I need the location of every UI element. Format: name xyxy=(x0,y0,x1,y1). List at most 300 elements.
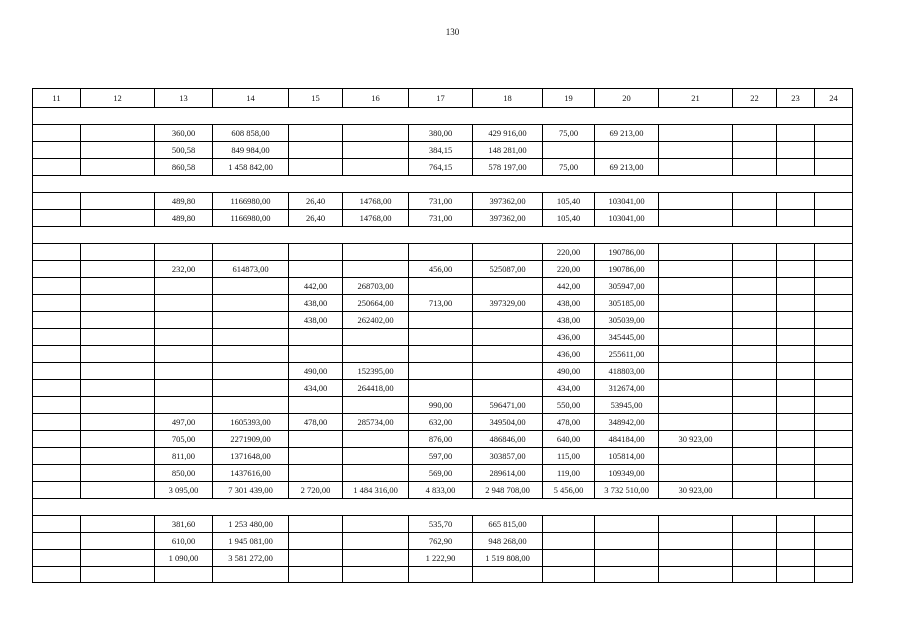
table-cell xyxy=(213,295,289,312)
table-cell xyxy=(473,329,543,346)
table-cell xyxy=(733,448,777,465)
table-cell xyxy=(733,346,777,363)
table-cell: 478,00 xyxy=(289,414,343,431)
table-cell xyxy=(81,125,155,142)
table-cell: 438,00 xyxy=(543,312,595,329)
column-header: 15 xyxy=(289,89,343,108)
table-cell: 811,00 xyxy=(155,448,213,465)
table-row xyxy=(33,346,853,363)
table-cell xyxy=(409,346,473,363)
table-row xyxy=(33,329,853,346)
table-cell: 442,00 xyxy=(543,278,595,295)
table-cell xyxy=(815,193,853,210)
table-cell: 397329,00 xyxy=(473,295,543,312)
table-cell xyxy=(155,244,213,261)
table-cell xyxy=(289,346,343,363)
table-cell xyxy=(659,397,733,414)
table-cell xyxy=(213,363,289,380)
table-cell xyxy=(343,465,409,482)
column-header: 22 xyxy=(733,89,777,108)
table-cell: 289614,00 xyxy=(473,465,543,482)
table-cell: 2271909,00 xyxy=(213,431,289,448)
table-cell: 490,00 xyxy=(543,363,595,380)
table-cell xyxy=(343,346,409,363)
table-cell xyxy=(777,448,815,465)
table-cell xyxy=(777,465,815,482)
table-cell: 397362,00 xyxy=(473,193,543,210)
table-cell xyxy=(733,278,777,295)
table-cell xyxy=(815,397,853,414)
table-cell: 489,80 xyxy=(155,193,213,210)
column-header: 24 xyxy=(815,89,853,108)
table-cell: 384,15 xyxy=(409,142,473,159)
column-header: 11 xyxy=(33,89,81,108)
table-cell xyxy=(733,142,777,159)
table-cell: 429 916,00 xyxy=(473,125,543,142)
column-header: 16 xyxy=(343,89,409,108)
table-row xyxy=(33,295,853,312)
table-row xyxy=(33,482,853,499)
table-cell xyxy=(777,261,815,278)
table-cell: 30 923,00 xyxy=(659,431,733,448)
table-cell xyxy=(815,516,853,533)
table-cell xyxy=(213,346,289,363)
table-cell xyxy=(659,448,733,465)
table-cell xyxy=(33,448,81,465)
table-cell xyxy=(81,159,155,176)
table-cell xyxy=(81,482,155,499)
table-cell xyxy=(659,142,733,159)
table-cell xyxy=(777,278,815,295)
table-cell: 1437616,00 xyxy=(213,465,289,482)
table-cell xyxy=(777,244,815,261)
table-cell xyxy=(289,567,343,583)
table-cell: 349504,00 xyxy=(473,414,543,431)
table-cell xyxy=(33,261,81,278)
table-cell: 610,00 xyxy=(155,533,213,550)
column-header: 13 xyxy=(155,89,213,108)
table-cell xyxy=(213,312,289,329)
table-cell xyxy=(409,312,473,329)
table-cell: 990,00 xyxy=(409,397,473,414)
table-cell xyxy=(777,346,815,363)
table-cell xyxy=(777,550,815,567)
table-cell xyxy=(289,125,343,142)
table-cell xyxy=(81,431,155,448)
table-cell xyxy=(81,193,155,210)
table-cell xyxy=(213,380,289,397)
table-cell: 30 923,00 xyxy=(659,482,733,499)
table-cell: 220,00 xyxy=(543,261,595,278)
section-divider-cell xyxy=(33,108,853,125)
table-cell xyxy=(33,465,81,482)
table-cell xyxy=(659,125,733,142)
table-cell: 148 281,00 xyxy=(473,142,543,159)
table-cell xyxy=(409,329,473,346)
table-cell xyxy=(343,397,409,414)
table-cell: 1166980,00 xyxy=(213,193,289,210)
table-cell xyxy=(289,142,343,159)
table-cell xyxy=(343,329,409,346)
table-cell xyxy=(33,363,81,380)
table-cell xyxy=(815,159,853,176)
table-cell xyxy=(777,295,815,312)
table-cell xyxy=(659,193,733,210)
table-cell: 596471,00 xyxy=(473,397,543,414)
table-cell xyxy=(543,567,595,583)
table-cell: 103041,00 xyxy=(595,193,659,210)
table-cell: 285734,00 xyxy=(343,414,409,431)
column-header: 12 xyxy=(81,89,155,108)
table-cell: 569,00 xyxy=(409,465,473,482)
table-cell xyxy=(777,414,815,431)
table-cell xyxy=(213,397,289,414)
table-cell xyxy=(473,567,543,583)
table-cell xyxy=(815,261,853,278)
table-cell xyxy=(733,414,777,431)
table-cell: 305039,00 xyxy=(595,312,659,329)
table-cell: 486846,00 xyxy=(473,431,543,448)
table-cell: 2 948 708,00 xyxy=(473,482,543,499)
table-cell: 497,00 xyxy=(155,414,213,431)
table-cell xyxy=(777,210,815,227)
table-cell xyxy=(289,244,343,261)
table-cell xyxy=(289,516,343,533)
header-row xyxy=(33,89,853,108)
table-cell xyxy=(777,516,815,533)
table-cell xyxy=(33,380,81,397)
table-cell: 442,00 xyxy=(289,278,343,295)
table-cell xyxy=(777,567,815,583)
table-cell xyxy=(777,159,815,176)
table-row xyxy=(33,278,853,295)
table-cell xyxy=(33,516,81,533)
table-cell xyxy=(289,465,343,482)
page-number: 130 xyxy=(445,27,460,37)
table-cell: 434,00 xyxy=(543,380,595,397)
table-cell xyxy=(777,125,815,142)
table-row xyxy=(33,448,853,465)
table-cell xyxy=(81,210,155,227)
table-cell: 255611,00 xyxy=(595,346,659,363)
table-cell xyxy=(409,244,473,261)
table-cell xyxy=(777,397,815,414)
table-cell: 850,00 xyxy=(155,465,213,482)
column-header: 20 xyxy=(595,89,659,108)
table-cell: 69 213,00 xyxy=(595,159,659,176)
column-header: 17 xyxy=(409,89,473,108)
table-cell xyxy=(659,550,733,567)
table-cell xyxy=(659,363,733,380)
table-cell: 109349,00 xyxy=(595,465,659,482)
table-cell xyxy=(81,533,155,550)
table-cell: 2 720,00 xyxy=(289,482,343,499)
section-divider-row xyxy=(33,176,853,193)
table-cell: 190786,00 xyxy=(595,261,659,278)
table-cell: 578 197,00 xyxy=(473,159,543,176)
table-cell xyxy=(815,550,853,567)
table-cell: 705,00 xyxy=(155,431,213,448)
table-cell xyxy=(733,261,777,278)
table-cell xyxy=(33,210,81,227)
table-cell: 1 945 081,00 xyxy=(213,533,289,550)
table-row xyxy=(33,244,853,261)
table-cell: 876,00 xyxy=(409,431,473,448)
table-cell xyxy=(81,363,155,380)
table-row xyxy=(33,380,853,397)
table-cell: 105,40 xyxy=(543,193,595,210)
table-cell xyxy=(343,533,409,550)
table-cell xyxy=(33,159,81,176)
table-cell xyxy=(81,295,155,312)
table-cell xyxy=(543,533,595,550)
table-cell xyxy=(81,567,155,583)
table-cell: 262402,00 xyxy=(343,312,409,329)
table-cell: 434,00 xyxy=(289,380,343,397)
table-cell: 14768,00 xyxy=(343,193,409,210)
table-row xyxy=(33,550,853,567)
table-cell xyxy=(81,516,155,533)
table-cell xyxy=(659,261,733,278)
table-cell: 849 984,00 xyxy=(213,142,289,159)
table-cell: 3 095,00 xyxy=(155,482,213,499)
table-cell xyxy=(659,567,733,583)
table-cell: 264418,00 xyxy=(343,380,409,397)
table-cell: 1 458 842,00 xyxy=(213,159,289,176)
table-cell xyxy=(155,329,213,346)
table-cell xyxy=(33,278,81,295)
table-cell xyxy=(659,533,733,550)
table-cell xyxy=(33,312,81,329)
table-cell xyxy=(409,380,473,397)
table-row xyxy=(33,142,853,159)
table-cell xyxy=(659,312,733,329)
table-cell xyxy=(815,533,853,550)
table-cell: 731,00 xyxy=(409,193,473,210)
table-cell: 381,60 xyxy=(155,516,213,533)
table-cell: 597,00 xyxy=(409,448,473,465)
table-cell: 632,00 xyxy=(409,414,473,431)
table-row xyxy=(33,397,853,414)
table-cell: 1 090,00 xyxy=(155,550,213,567)
section-divider-cell xyxy=(33,499,853,516)
table-cell xyxy=(81,329,155,346)
table-cell xyxy=(777,329,815,346)
table-cell: 478,00 xyxy=(543,414,595,431)
table-cell xyxy=(777,312,815,329)
table-row xyxy=(33,125,853,142)
table-cell xyxy=(289,159,343,176)
table-cell xyxy=(659,346,733,363)
table-cell: 489,80 xyxy=(155,210,213,227)
table-cell xyxy=(733,550,777,567)
table-cell: 345445,00 xyxy=(595,329,659,346)
table-cell: 3 732 510,00 xyxy=(595,482,659,499)
table-row xyxy=(33,414,853,431)
table-cell xyxy=(777,380,815,397)
table-cell xyxy=(733,567,777,583)
column-header: 14 xyxy=(213,89,289,108)
table-cell xyxy=(815,431,853,448)
table-cell xyxy=(543,516,595,533)
table-cell xyxy=(33,244,81,261)
table-cell xyxy=(81,346,155,363)
table-cell xyxy=(81,261,155,278)
table-row xyxy=(33,312,853,329)
table-cell xyxy=(33,125,81,142)
table-row xyxy=(33,261,853,278)
table-cell xyxy=(343,261,409,278)
table-cell: 1 222,90 xyxy=(409,550,473,567)
table-cell: 303857,00 xyxy=(473,448,543,465)
table-cell: 69 213,00 xyxy=(595,125,659,142)
table-cell: 152395,00 xyxy=(343,363,409,380)
table-cell: 26,40 xyxy=(289,193,343,210)
table-cell xyxy=(777,482,815,499)
table-row xyxy=(33,533,853,550)
table-cell xyxy=(343,125,409,142)
table-cell: 731,00 xyxy=(409,210,473,227)
table-cell: 105,40 xyxy=(543,210,595,227)
table-cell xyxy=(733,210,777,227)
section-divider-row xyxy=(33,108,853,125)
table-cell xyxy=(473,312,543,329)
table-cell xyxy=(543,550,595,567)
table-cell xyxy=(815,482,853,499)
table-cell: 614873,00 xyxy=(213,261,289,278)
table-cell: 1605393,00 xyxy=(213,414,289,431)
table-cell xyxy=(343,159,409,176)
table-cell xyxy=(343,431,409,448)
section-divider-row xyxy=(33,227,853,244)
table-cell xyxy=(815,414,853,431)
table-cell xyxy=(543,142,595,159)
table-row xyxy=(33,431,853,448)
table-cell xyxy=(815,295,853,312)
table-row xyxy=(33,516,853,533)
table-cell xyxy=(595,567,659,583)
table-cell: 550,00 xyxy=(543,397,595,414)
table-cell: 360,00 xyxy=(155,125,213,142)
table-cell xyxy=(815,346,853,363)
table-cell xyxy=(473,363,543,380)
table-cell xyxy=(659,380,733,397)
table-cell xyxy=(659,244,733,261)
table-cell: 190786,00 xyxy=(595,244,659,261)
section-divider-cell xyxy=(33,227,853,244)
section-divider-cell xyxy=(33,176,853,193)
table-cell xyxy=(733,516,777,533)
table-row xyxy=(33,159,853,176)
table-cell: 312674,00 xyxy=(595,380,659,397)
table-cell xyxy=(659,414,733,431)
table-cell: 764,15 xyxy=(409,159,473,176)
table-cell: 500,58 xyxy=(155,142,213,159)
table-cell xyxy=(213,329,289,346)
table-cell: 1 253 480,00 xyxy=(213,516,289,533)
table-cell: 438,00 xyxy=(289,312,343,329)
table-cell xyxy=(733,244,777,261)
table-cell: 490,00 xyxy=(289,363,343,380)
table-cell xyxy=(733,295,777,312)
table-cell xyxy=(815,329,853,346)
table-cell xyxy=(409,567,473,583)
table-cell: 305947,00 xyxy=(595,278,659,295)
table-cell xyxy=(343,550,409,567)
table-cell xyxy=(33,329,81,346)
table-cell: 305185,00 xyxy=(595,295,659,312)
table-cell: 640,00 xyxy=(543,431,595,448)
table-cell xyxy=(81,142,155,159)
table-cell: 105814,00 xyxy=(595,448,659,465)
table-cell: 1371648,00 xyxy=(213,448,289,465)
table-cell xyxy=(289,550,343,567)
column-header: 21 xyxy=(659,89,733,108)
table-cell xyxy=(473,380,543,397)
table-cell xyxy=(33,550,81,567)
table-cell xyxy=(733,533,777,550)
table-cell xyxy=(815,244,853,261)
table-cell: 456,00 xyxy=(409,261,473,278)
table-cell: 268703,00 xyxy=(343,278,409,295)
table-cell: 115,00 xyxy=(543,448,595,465)
table-cell xyxy=(473,346,543,363)
table-cell: 7 301 439,00 xyxy=(213,482,289,499)
table-cell: 5 456,00 xyxy=(543,482,595,499)
table-cell xyxy=(81,550,155,567)
table-cell xyxy=(33,431,81,448)
table-cell xyxy=(659,278,733,295)
table-cell: 535,70 xyxy=(409,516,473,533)
table-cell xyxy=(815,125,853,142)
table-cell xyxy=(33,142,81,159)
table-cell: 608 858,00 xyxy=(213,125,289,142)
table-cell xyxy=(815,142,853,159)
table-cell xyxy=(289,431,343,448)
table-cell xyxy=(659,295,733,312)
table-cell xyxy=(289,448,343,465)
table-cell xyxy=(289,533,343,550)
table-cell xyxy=(155,397,213,414)
table-row xyxy=(33,210,853,227)
table-cell xyxy=(155,363,213,380)
table-cell: 103041,00 xyxy=(595,210,659,227)
table-cell: 525087,00 xyxy=(473,261,543,278)
table-cell xyxy=(81,414,155,431)
table-row xyxy=(33,193,853,210)
table-cell: 119,00 xyxy=(543,465,595,482)
table-cell xyxy=(409,363,473,380)
table-cell: 665 815,00 xyxy=(473,516,543,533)
table-cell: 438,00 xyxy=(289,295,343,312)
table-cell xyxy=(343,142,409,159)
table-cell: 436,00 xyxy=(543,329,595,346)
table-cell xyxy=(659,159,733,176)
table-cell: 380,00 xyxy=(409,125,473,142)
table-cell xyxy=(733,482,777,499)
section-divider-row xyxy=(33,499,853,516)
table-cell xyxy=(155,278,213,295)
column-header: 23 xyxy=(777,89,815,108)
table-cell xyxy=(33,346,81,363)
table-cell xyxy=(733,431,777,448)
table-cell: 348942,00 xyxy=(595,414,659,431)
table-cell xyxy=(595,516,659,533)
table-row xyxy=(33,363,853,380)
table-cell: 1166980,00 xyxy=(213,210,289,227)
table-cell xyxy=(343,448,409,465)
table-cell: 713,00 xyxy=(409,295,473,312)
